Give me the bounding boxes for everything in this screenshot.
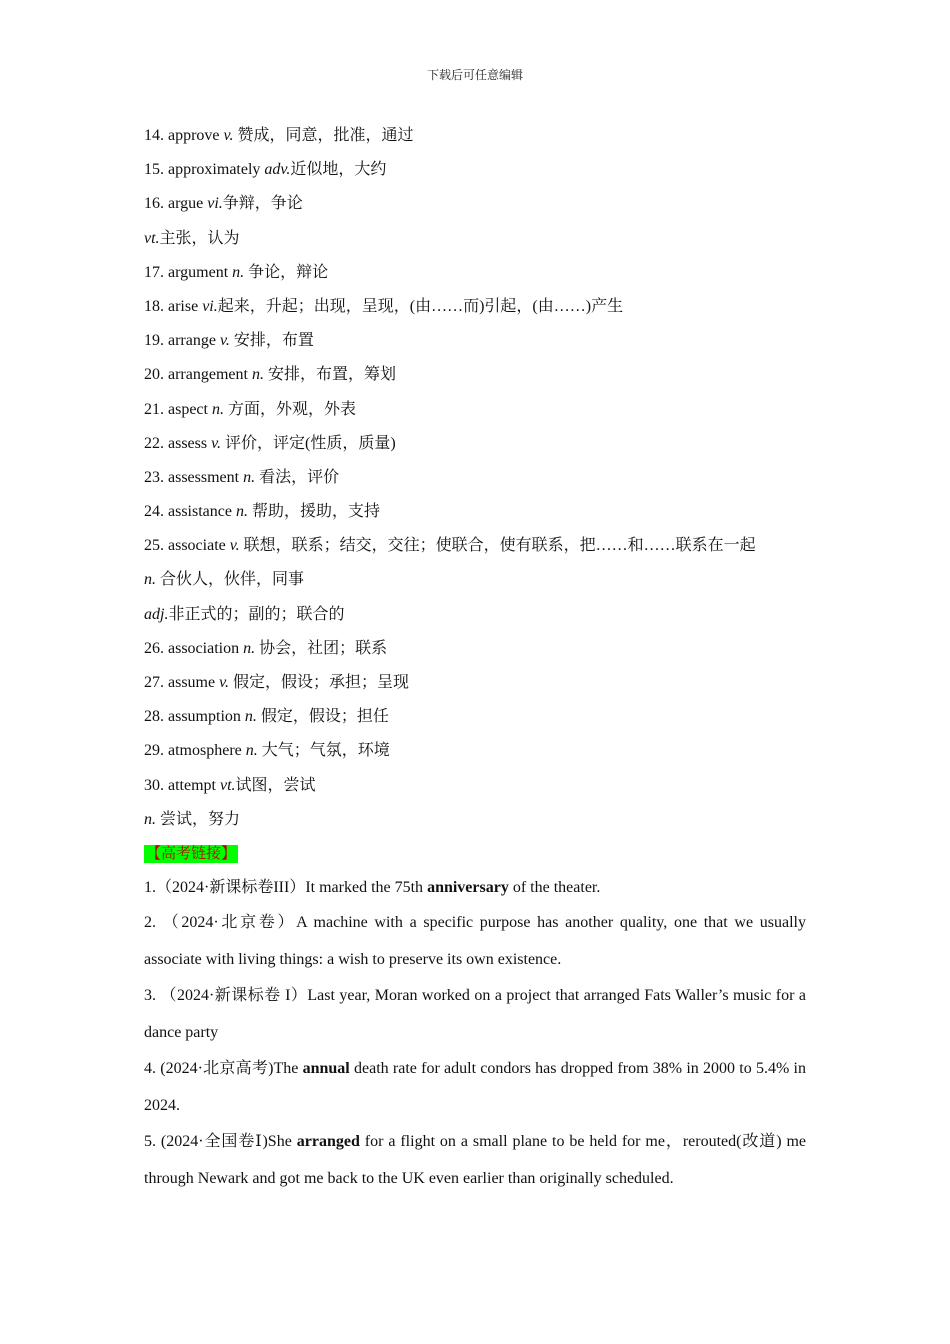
vocab-headword: 22. assess [144,434,212,452]
vocab-part-of-speech: n. [144,571,156,589]
vocab-definition: 大气；气氛，环境 [257,742,390,760]
vocab-part-of-speech: v. [211,434,222,452]
example-5-keyword: arranged [296,1133,360,1151]
vocab-headword: 21. aspect [144,400,212,418]
vocab-entry [144,222,806,256]
vocab-entry [144,495,806,529]
vocab-part-of-speech: n. [245,742,258,760]
example-1-pre: 1.（2024·新课标卷III）It marked the 75th [144,879,428,897]
vocab-entry [144,598,806,632]
vocab-definition: 试图，尝试 [235,776,316,794]
vocab-headword: 28. assumption [144,708,245,726]
vocab-entry [144,290,806,324]
vocab-entry [144,256,806,290]
vocab-part-of-speech: n. [243,639,256,657]
vocab-definition: 赞成，同意，批准，通过 [233,127,414,144]
vocab-part-of-speech: adj. [144,605,169,623]
example-5-pre: 5. (2024·全国卷Ⅰ)She [144,1133,297,1151]
vocab-entry [144,358,806,392]
vocab-definition: 假定，假设；承担；呈现 [229,674,410,691]
vocab-list [144,119,806,837]
vocab-part-of-speech: vi. [207,195,223,213]
vocab-part-of-speech: n. [232,263,245,281]
vocab-headword: 14. approve [144,127,224,144]
vocab-entry [144,666,806,700]
vocab-part-of-speech: n. [251,366,264,384]
vocab-definition: 评价，评定(性质，质量) [221,434,396,452]
vocab-entry [144,153,806,187]
example-1-keyword: anniversary [427,879,509,897]
vocab-entry [144,187,806,221]
vocab-definition: 争论，辩论 [244,263,329,281]
vocab-definition: 起来，升起；出现，呈现，(由……而)引起，(由……)产生 [217,297,624,315]
vocab-headword: 16. argue [144,195,208,213]
vocab-definition: 帮助，援助，支持 [247,503,380,521]
vocab-entry [144,324,806,358]
vocab-part-of-speech: adv. [264,161,291,179]
vocab-headword: 17. argument [144,263,233,281]
vocab-definition: 联想，联系；结交，交往；使联合，使有联系，把……和……联系在一起 [239,537,756,555]
vocab-definition: 安排，布置，筹划 [263,366,396,384]
vocab-part-of-speech: n. [211,400,224,418]
example-1-post: of the theater. [508,879,601,897]
vocab-headword: 27. assume [144,674,220,691]
vocab-headword: 24. assistance [144,503,236,521]
vocab-part-of-speech: v. [219,332,230,350]
vocab-definition: 合伙人，伙伴，同事 [156,571,305,589]
vocab-definition: 争辩，争论 [222,195,303,213]
vocab-part-of-speech: vt. [219,776,236,794]
example-5-post: for a flight on a small plane to be held for me，rerouted(改道) me through Newark and got me back to the UK even earlier than originally scheduled. [144,1133,806,1188]
vocab-headword: 18. arise [144,297,203,315]
vocab-part-of-speech: v. [223,127,234,144]
vocab-part-of-speech: vi. [202,297,218,315]
vocab-headword: 25. associate [144,537,230,555]
vocab-headword: 19. arrange [144,332,220,350]
vocab-entry [144,461,806,495]
page-header: 下载后可任意编辑 [426,68,523,82]
vocab-headword: 30. attempt [144,776,220,794]
vocab-part-of-speech: n. [244,708,257,726]
vocab-entry [144,119,806,153]
example-4 [144,1050,806,1124]
vocab-part-of-speech: vt. [144,229,160,247]
example-4-keyword: annual [302,1060,350,1078]
vocab-entry [144,563,806,597]
vocab-definition: 非正式的；副的；联合的 [168,605,345,623]
vocab-entry [144,700,806,734]
vocab-part-of-speech: n. [243,468,256,486]
section-heading: 【高考链接】 [146,846,237,863]
vocab-definition: 近似地，大约 [290,161,387,179]
vocab-entry [144,393,806,427]
example-3: 3. （2024·新课标卷 I）Last year, Moran worked on a project that arranged Fats Waller’s music for a dance party [144,987,806,1042]
vocab-headword: 15. approximately [144,161,265,179]
vocab-entry [144,734,806,768]
vocab-definition: 协会，社团；联系 [255,639,388,657]
vocab-headword: 23. assessment [144,468,244,486]
vocab-headword: 26. association [144,639,244,657]
vocab-part-of-speech: n. [144,810,156,828]
vocab-definition: 假定，假设；担任 [256,708,389,726]
vocab-entry [144,529,806,563]
example-2: 2. （2024·北京卷）A machine with a specific purpose has another quality, one that we usually associate with living things: a wish to preserve its own existence. [144,914,806,969]
example-4-pre: 4. (2024·北京高考)The [144,1060,303,1078]
vocab-part-of-speech: n. [235,503,248,521]
vocab-definition: 主张，认为 [159,229,240,247]
vocab-definition: 尝试，努力 [156,810,241,828]
example-1 [144,871,806,905]
vocab-definition: 方面，外观，外表 [223,400,356,418]
vocab-definition: 安排，布置 [229,332,314,350]
vocab-entry [144,427,806,461]
vocab-entry [144,769,806,803]
section-heading-row [144,837,806,871]
vocab-part-of-speech: v. [229,537,240,555]
vocab-entry [144,803,806,837]
example-5 [144,1123,806,1197]
document-body [144,119,806,1197]
vocab-definition: 看法，评价 [255,468,340,486]
vocab-entry [144,632,806,666]
vocab-headword: 20. arrangement [144,366,252,384]
vocab-headword: 29. atmosphere [144,742,246,760]
vocab-part-of-speech: v. [219,674,230,691]
example-4-post: death rate for adult condors has dropped from 38% in 2000 to 5.4% in 2024. [144,1060,807,1115]
